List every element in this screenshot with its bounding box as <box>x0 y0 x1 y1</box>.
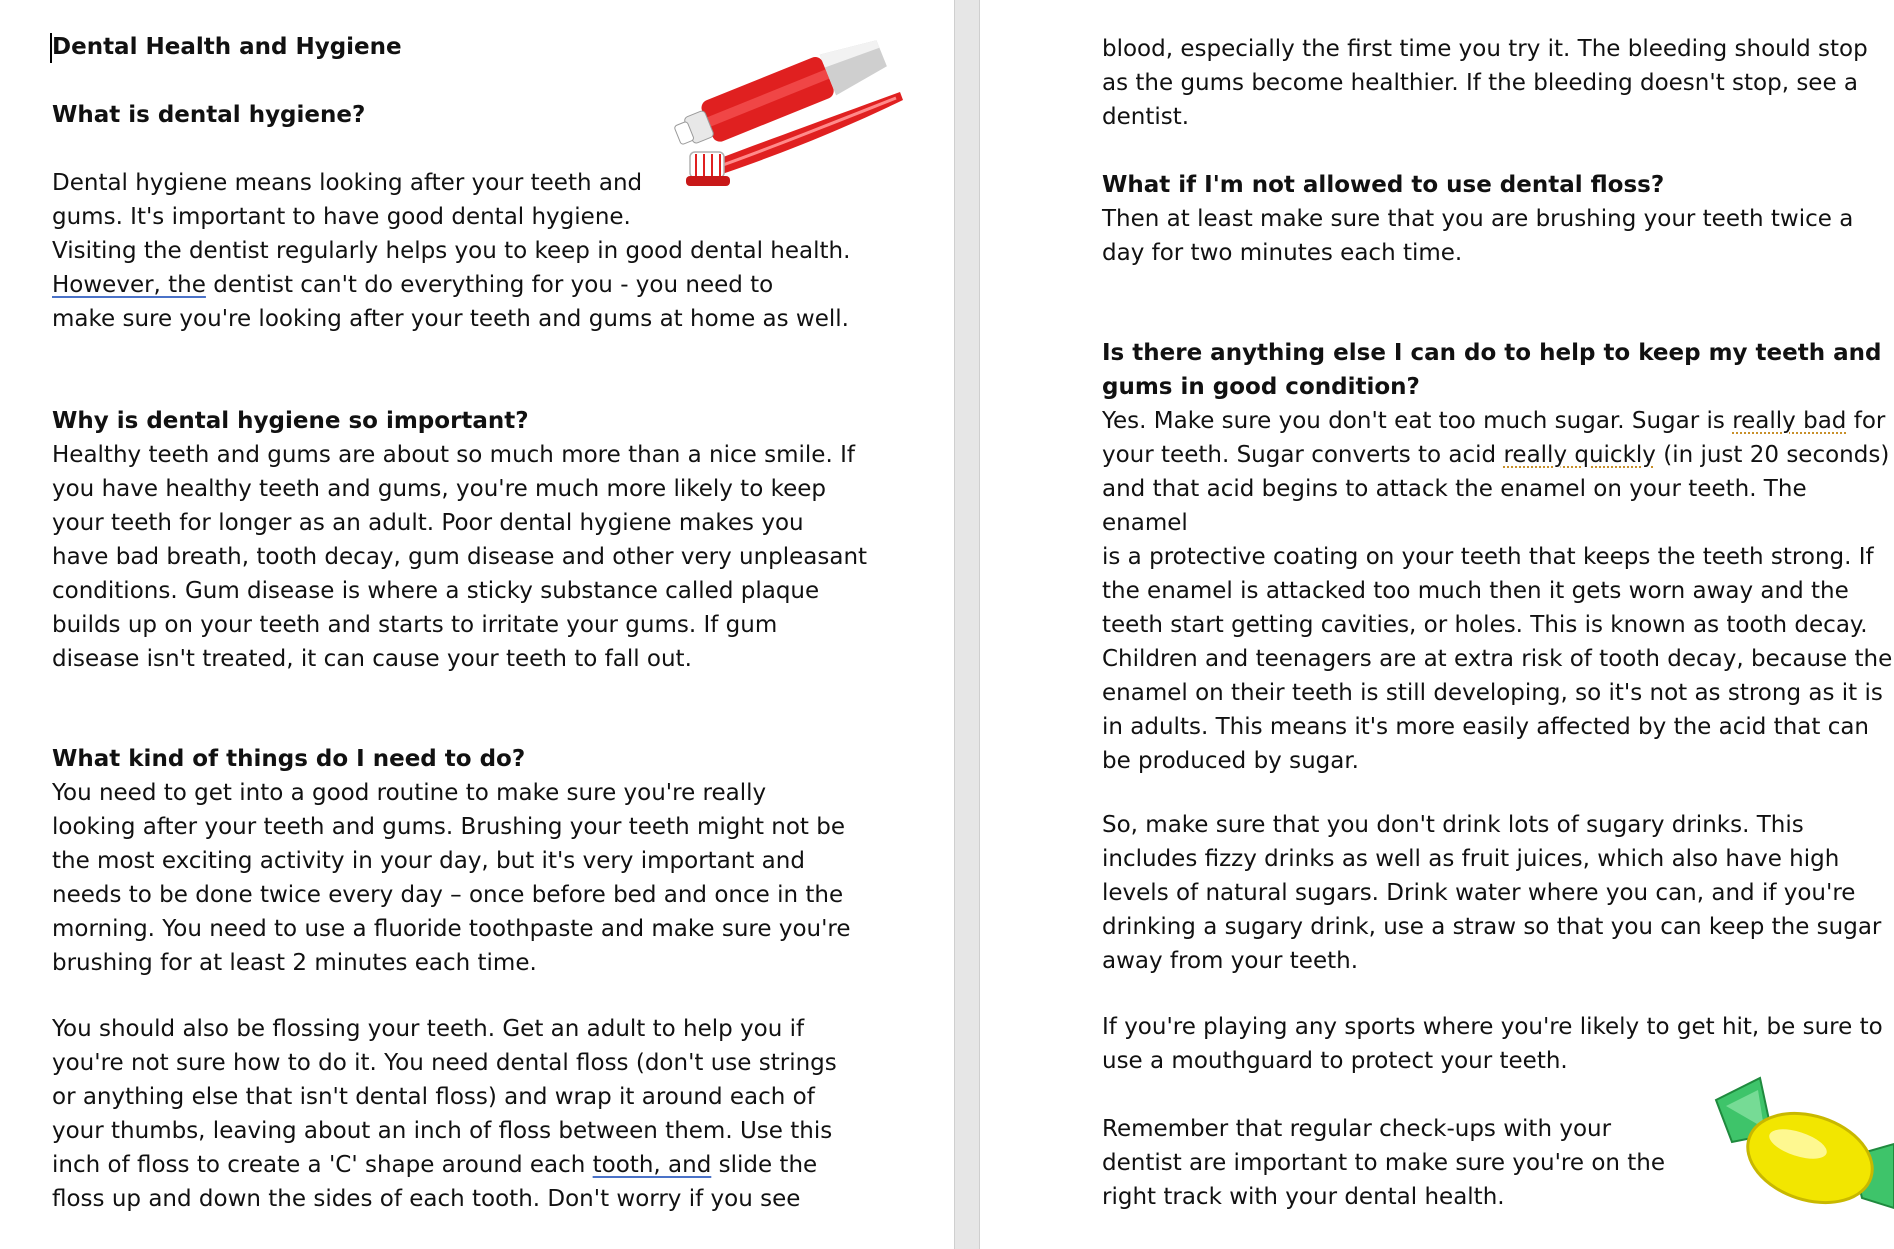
section-heading: What if I'm not allowed to use dental floss? <box>1102 172 1665 198</box>
section-heading: Why is dental hygiene so important? <box>52 408 529 434</box>
spelling-mark[interactable]: really quickly <box>1503 442 1656 468</box>
paragraph: If you're playing any sports where you're likely to get hit, be sure to use a mouthguard to protect your teeth. <box>1102 1014 1883 1074</box>
grammar-mark[interactable]: However, the <box>52 272 206 298</box>
grammar-mark[interactable]: tooth, and <box>592 1152 712 1178</box>
spelling-mark[interactable]: really bad <box>1732 408 1847 434</box>
section-heading: Is there anything else I can do to help to keep my teeth and gums in good condition? <box>1102 340 1882 400</box>
document-page-right[interactable] <box>980 0 1894 1249</box>
text-run: You should also be flossing your teeth. Get an adult to help you if you're not sure how to do it. You need dental floss (don't use strings or anything else that isn't dental floss) and wrap it around each of your thumbs, leaving about an inch of floss between them. Use this inch of floss to create a 'C' shape around each <box>52 1016 837 1178</box>
paragraph <box>52 1012 837 1216</box>
paragraph: blood, especially the first time you try it. The bleeding should stop as the gums become healthier. If the bleeding doesn't stop, see a dentist. <box>1102 36 1868 130</box>
paragraph: Healthy teeth and gums are about so much more than a nice smile. If you have healthy teeth and gums, you're much more likely to keep your teeth for longer as an adult. Poor dental hygiene makes you have bad breath, tooth decay, gum disease and other very unpleasant conditions. Gum disease is where a sticky substance called plaque builds up on your teeth and starts to irritate your gums. If gum disease isn't treated, it can cause your teeth to fall out. <box>52 442 868 672</box>
paragraph <box>52 166 850 336</box>
document-title: Dental Health and Hygiene <box>52 34 402 60</box>
text-run: slide the floss up and down the sides of each tooth. Don't worry if you see <box>52 1152 818 1212</box>
paragraph: Then at least make sure that you are brushing your teeth twice a day for two minutes each time. <box>1102 206 1854 266</box>
paragraph <box>1102 404 1894 642</box>
text-run: for your teeth. Sugar converts to acid <box>1102 408 1886 468</box>
paragraph: Children and teenagers are at extra risk of tooth decay, because the enamel on their teeth is still developing, so it's not as strong as it is in adults. This means it's more easily affected by the acid that can be produced by sugar. <box>1102 646 1893 774</box>
page-gutter <box>954 0 980 1249</box>
paragraph: So, make sure that you don't drink lots of sugary drinks. This includes fizzy drinks as well as fruit juices, which also have high levels of natural sugars. Drink water where you can, and if you're drinking a sugary drink, use a straw so that you can keep the sugar away from your teeth. <box>1102 812 1882 974</box>
text-run: Yes. Make sure you don't eat too much sugar. Sugar is <box>1102 408 1733 434</box>
text-run: (in just 20 seconds) and that acid begins to attack the enamel on your teeth. The enamel is a protective coating on your teeth that keeps the teeth strong. If the enamel is attacked too much then it gets worn away and the teeth start getting cavities, or holes. This is known as tooth decay. <box>1102 442 1890 638</box>
text-run: Dental hygiene means looking after your teeth and gums. It's important to have good dental hygiene. Visiting the dentist regularly helps you to keep in good dental health. <box>52 170 851 264</box>
section-heading: What is dental hygiene? <box>52 102 366 128</box>
wrapped-candy-icon <box>1702 1070 1894 1220</box>
paragraph: You need to get into a good routine to make sure you're really looking after your teeth and gums. Brushing your teeth might not be the most exciting activity in your day, but it's very important and needs to be done twice every day – once before bed and once in the morning. You need to use a fluoride toothpaste and make sure you're brushing for at least 2 minutes each time. <box>52 780 851 976</box>
section-heading: What kind of things do I need to do? <box>52 746 526 772</box>
text-run: dentist can't do everything for you - you need to make sure you're looking after your teeth and gums at home as well. <box>52 272 849 332</box>
paragraph: Remember that regular check-ups with your dentist are important to make sure you're on the right track with your dental health. <box>1102 1116 1666 1210</box>
